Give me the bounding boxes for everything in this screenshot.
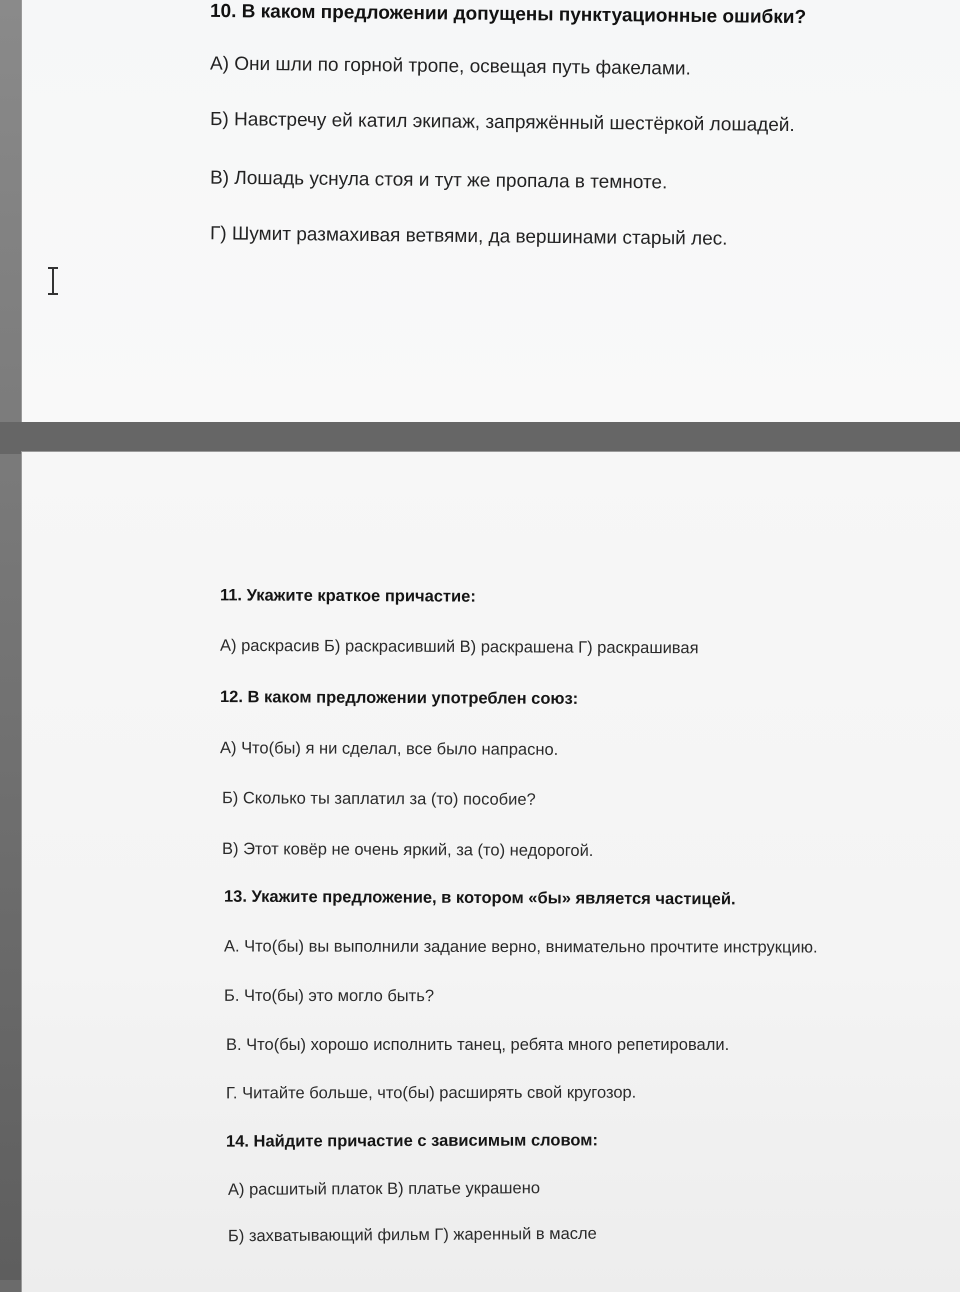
question-13-title: 13. Укажите предложение, в котором «бы» является частицей. bbox=[223, 887, 736, 909]
question-11-title: 11. Укажите краткое причастие: bbox=[219, 586, 476, 606]
document-page-2 bbox=[22, 452, 960, 1292]
question-10-option-d: Г) Шумит размахивая ветвями, да вершинами старый лес. bbox=[209, 223, 728, 250]
question-13-option-c: В. Что(бы) хорошо исполнить танец, ребята много репетировали. bbox=[226, 1036, 730, 1054]
question-12-title: 12. В каком предложении употреблен союз: bbox=[219, 688, 579, 708]
question-13-option-a: А. Что(бы) вы выполнили задание верно, внимательно прочтите инструкцию. bbox=[223, 937, 818, 957]
question-13-option-d: Г. Читайте больше, что(бы) расширять свой кругозор. bbox=[225, 1083, 637, 1103]
question-10-option-b: Б) Навстречу ей катил экипаж, запряжённый шестёркой лошадей. bbox=[209, 108, 795, 137]
question-11-options: А) раскрасив Б) раскрасивший В) раскрашена Г) раскрашивая bbox=[219, 636, 699, 658]
text-cursor-icon bbox=[46, 266, 60, 296]
question-12-option-c: В) Этот ковёр не очень яркий, за (то) недорогой. bbox=[221, 840, 594, 860]
question-12-option-b: Б) Сколько ты заплатил за (то) пособие? bbox=[221, 789, 536, 809]
question-10-title: 10. В каком предложении допущены пунктуационные ошибки? bbox=[209, 0, 807, 29]
question-14-option-b: Б) захватывающий фильм Г) жаренный в масле bbox=[227, 1224, 597, 1246]
question-12-option-a: А) Что(бы) я ни сделал, все было напрасно. bbox=[219, 739, 559, 759]
document-page-1 bbox=[22, 0, 960, 422]
question-10-option-c: В) Лошадь уснула стоя и тут же пропала в темноте. bbox=[209, 167, 668, 194]
question-13-option-b: Б. Что(бы) это могло быть? bbox=[223, 986, 435, 1006]
question-10-option-a: А) Они шли по горной тропе, освещая путь факелами. bbox=[209, 53, 691, 80]
page-gap bbox=[0, 422, 960, 454]
question-14-title: 14. Найдите причастие с зависимым словом: bbox=[225, 1131, 598, 1151]
question-14-option-a: А) расшитый платок В) платье украшено bbox=[227, 1179, 541, 1199]
